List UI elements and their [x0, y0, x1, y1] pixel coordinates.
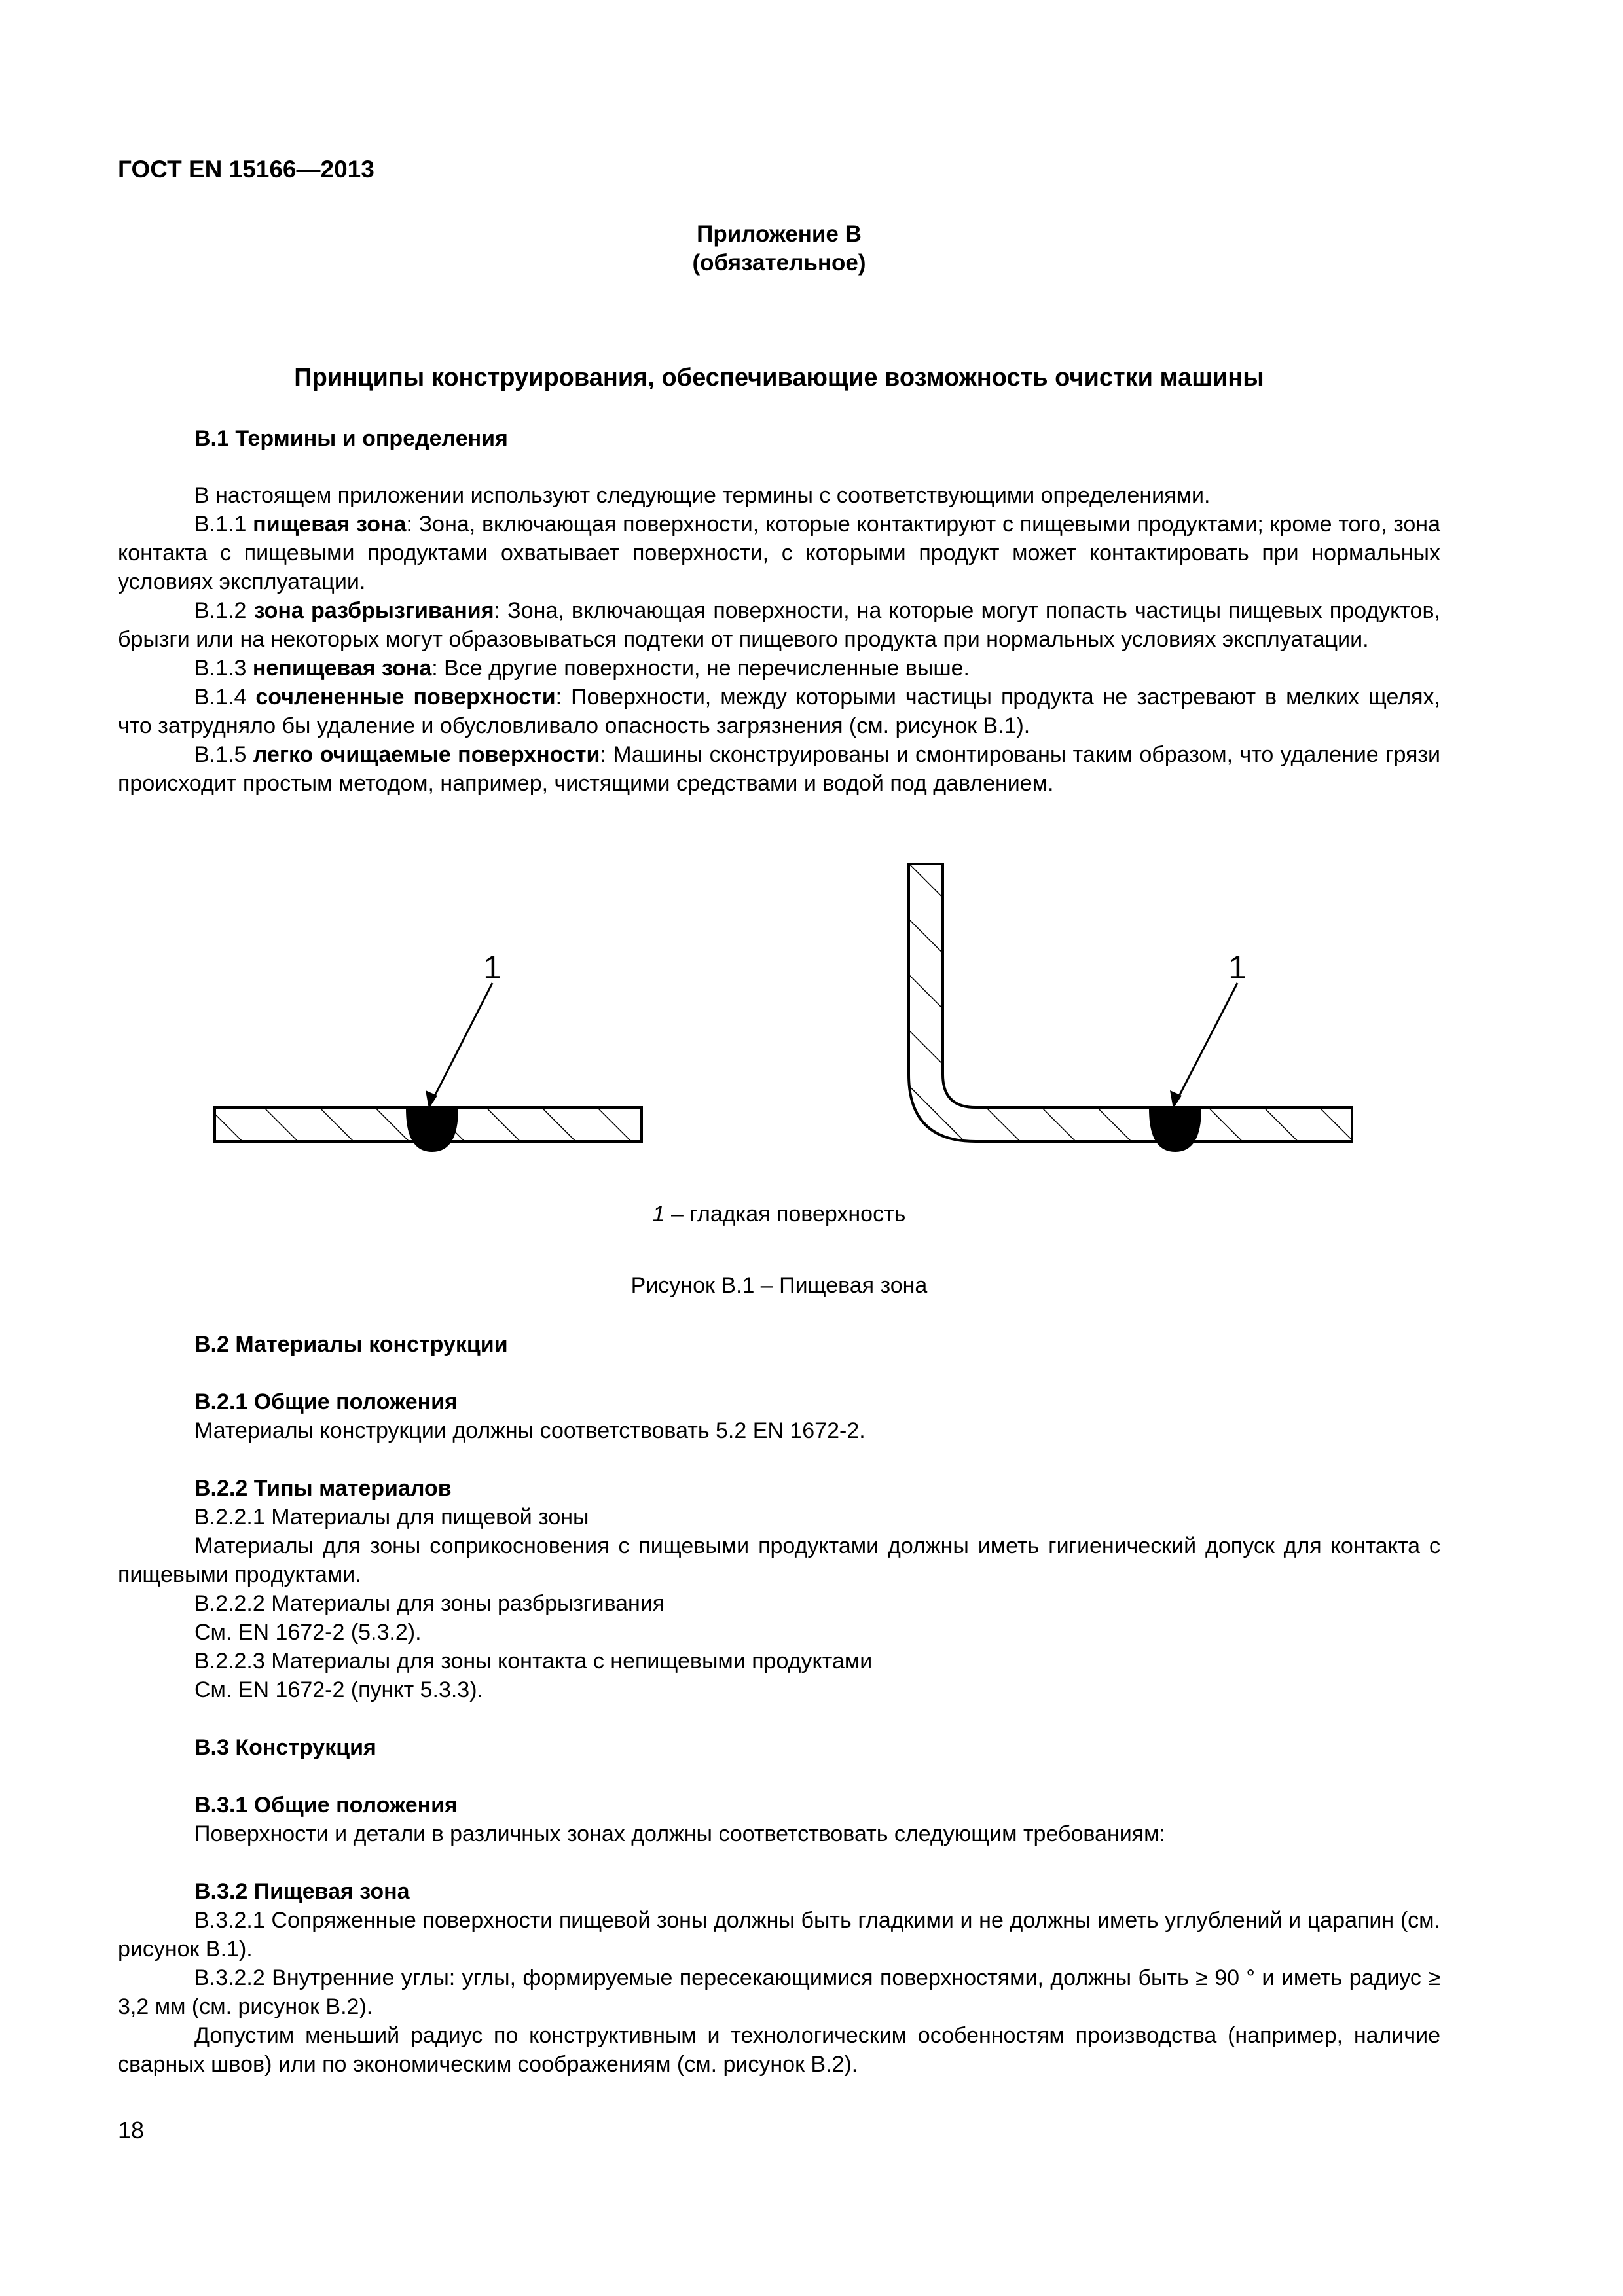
page-number: 18	[118, 2117, 145, 2144]
b21-text: Материалы конструкции должны соответствовать 5.2 EN 1672-2.	[194, 1418, 866, 1443]
annex-label: Приложение В	[697, 221, 862, 247]
left-leader-line	[429, 983, 492, 1107]
b221-title: В.2.2.1 Материалы для пищевой зоны	[194, 1505, 589, 1530]
standard-number: ГОСТ EN 15166—2013	[118, 156, 374, 183]
term-b13: В.1.3 непищевая зона: Все другие поверхности, не перечисленные выше.	[194, 656, 970, 681]
b32-heading: В.3.2 Пищевая зона	[194, 1879, 410, 1904]
term-b15: В.1.5 легко очищаемые поверхности: Машины сконструированы и смонтированы таким образом, что удаление грязи происходит простым методом, например, чистящими средствами и водой под давлением.	[118, 742, 1440, 796]
b31-heading: В.3.1 Общие положения	[194, 1793, 458, 1818]
b223-text: См. EN 1672-2 (пункт 5.3.3).	[194, 1677, 483, 1702]
b1-intro: В настоящем приложении используют следующие термины с соответствующими определениями.	[194, 483, 1211, 508]
right-callout-label: 1	[1228, 949, 1247, 986]
section-b3-heading: В.3 Конструкция	[194, 1735, 376, 1760]
b222-text: См. EN 1672-2 (5.3.2).	[194, 1620, 422, 1645]
b31-text: Поверхности и детали в различных зонах должны соответствовать следующим требованиям:	[194, 1821, 1165, 1846]
b322-text: В.3.2.2 Внутренние углы: углы, формируемые пересекающимися поверхностями, должны быть ≥ 90 ° и иметь радиус ≥ 3,2 мм (см. рисунок В.2).	[118, 1965, 1440, 2019]
section-b1-heading: В.1 Термины и определения	[194, 426, 508, 451]
section-b2-heading: В.2 Материалы конструкции	[194, 1332, 508, 1357]
right-leader-line	[1173, 983, 1237, 1107]
b221-text: Материалы для зоны соприкосновения с пищевыми продуктами должны иметь гигиенический допуск для контакта с пищевыми продуктами.	[118, 1534, 1440, 1587]
right-plate	[909, 864, 1352, 1152]
b22-heading: В.2.2 Типы материалов	[194, 1476, 452, 1501]
b222-title: В.2.2.2 Материалы для зоны разбрызгивания	[194, 1591, 665, 1616]
b321-text: В.3.2.1 Сопряженные поверхности пищевой зоны должны быть гладкими и не должны иметь углублений и царапин (см. рисунок В.1).	[118, 1908, 1440, 1962]
right-weld	[1149, 1109, 1201, 1152]
term-b14: В.1.4 сочлененные поверхности: Поверхности, между которыми частицы продукта не застревают в мелких щелях, что затрудняло бы удаление и обусловливало опасность загрязнения (см. рисунок В.1).	[118, 685, 1441, 738]
figure-b1-drawing	[0, 844, 1623, 1211]
left-weld	[406, 1109, 458, 1152]
term-b11: В.1.1 пищевая зона: Зона, включающая поверхности, которые контактируют с пищевыми продуктами; кроме того, зона контакта с пищевыми продуктами охватывает поверхности, с которыми продукт может контактировать при нормальных условиях эксплуатации.	[118, 512, 1440, 594]
term-b12: В.1.2 зона разбрызгивания: Зона, включающая поверхности, на которые могут попасть частицы пищевых продуктов, брызги или на некоторых могут образовываться подтеки от пищевого продукта при нормальных условиях эксплуатации.	[118, 598, 1440, 652]
left-plate	[215, 949, 642, 1211]
left-callout-label: 1	[483, 949, 501, 986]
sections-b2-b3	[118, 1330, 1440, 2079]
b21-heading: В.2.1 Общие положения	[194, 1390, 458, 1414]
b323-text: Допустим меньший радиус по конструктивным и технологическим особенностям производства (например, наличие сварных швов) или по экономическим соображениям (см. рисунок В.2).	[118, 2023, 1440, 2077]
figure-legend: 1 – гладкая поверхность	[652, 1202, 906, 1227]
b223-title: В.2.2.3 Материалы для зоны контакта с непищевыми продуктами	[194, 1649, 873, 1674]
figure-caption: Рисунок В.1 – Пищевая зона	[630, 1273, 928, 1298]
annex-title: Принципы конструирования, обеспечивающие возможность очистки машины	[294, 364, 1264, 391]
section-b1-body	[118, 481, 1440, 798]
annex-status: (обязательное)	[692, 250, 866, 276]
